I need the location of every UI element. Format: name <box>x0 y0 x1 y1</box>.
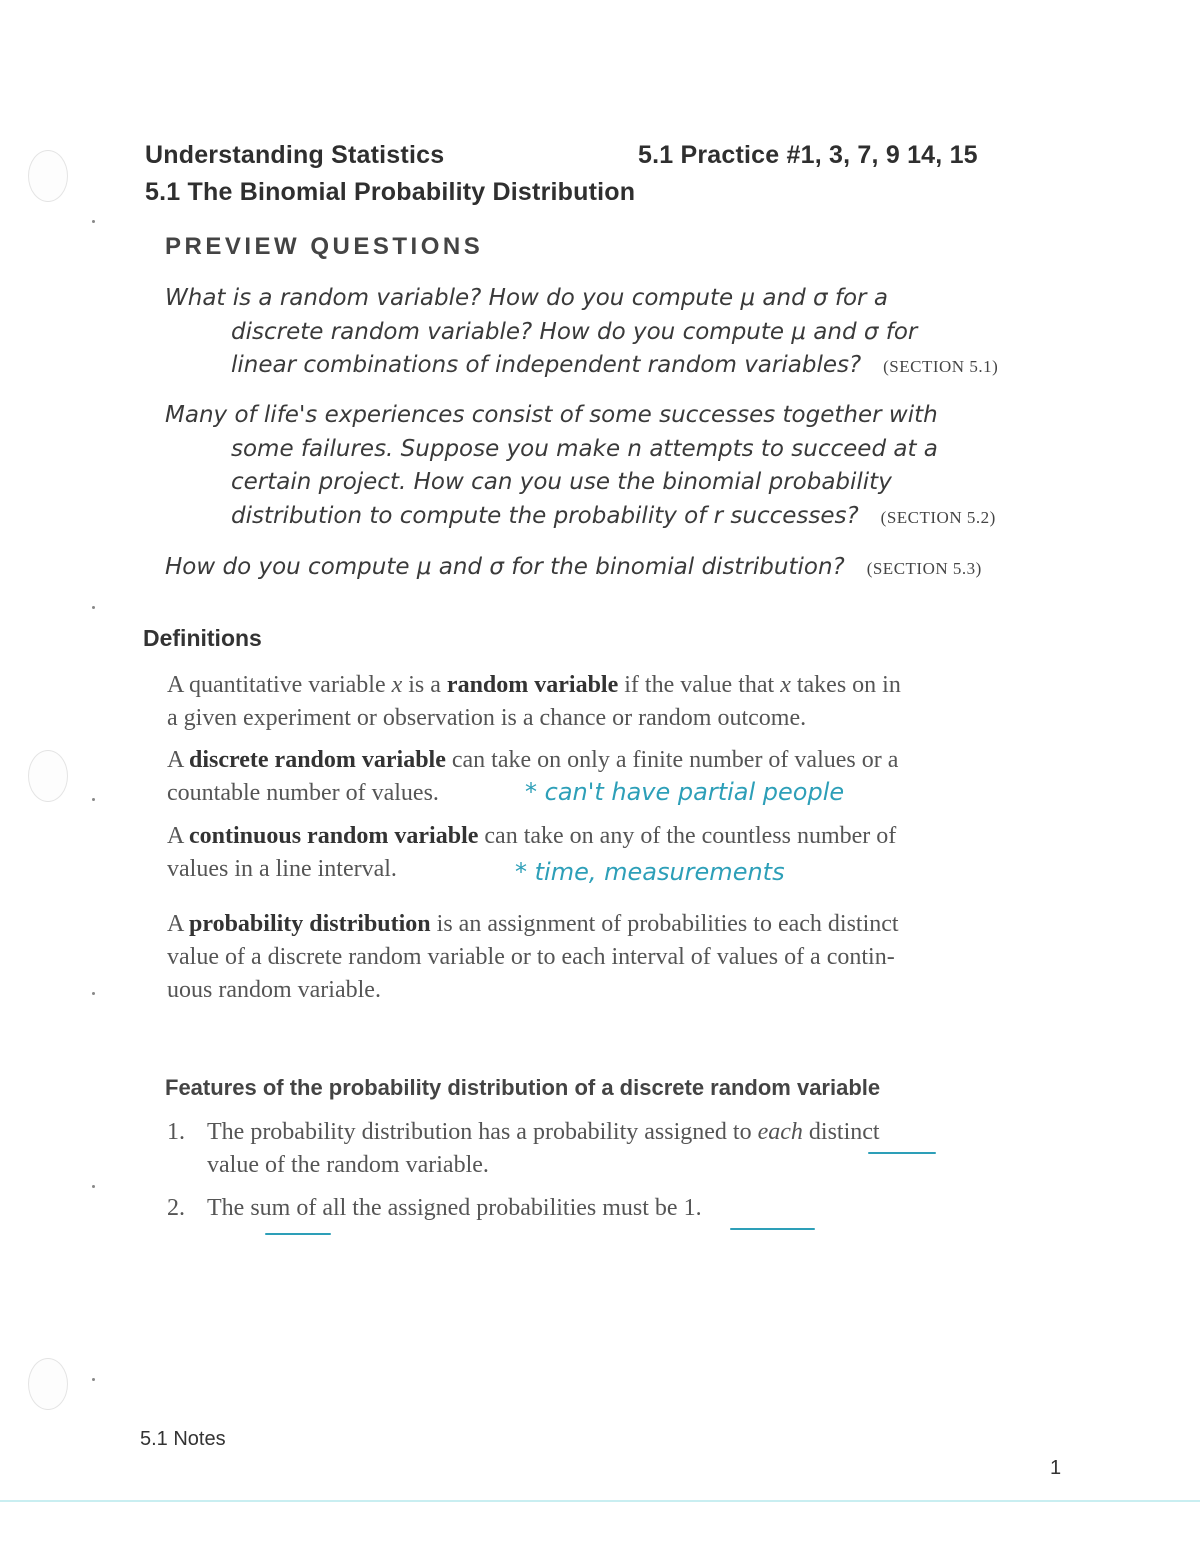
footer-notes-label: 5.1 Notes <box>140 1428 226 1450</box>
section-title: 5.1 The Binomial Probability Distribution <box>145 178 636 206</box>
binder-hole-middle <box>28 750 68 802</box>
definition-discrete: A discrete random variable can take on only a finite number of values or a countable number of values. <box>167 747 899 806</box>
preview-questions-heading: PREVIEW QUESTIONS <box>165 233 484 260</box>
pq2-line: distribution to compute the probability of r successes? (SECTION 5.2) <box>231 502 996 529</box>
binder-hole-bottom <box>28 1358 68 1410</box>
preview-question-1 <box>165 282 1065 384</box>
pq2-line: certain project. How can you use the binomial probability <box>231 469 892 495</box>
definition-random-variable: A quantitative variable x is a random variable if the value that x takes on in a given experiment or observation is a chance or random outcome. <box>167 672 901 731</box>
preview-question-3: How do you compute μ and σ for the binomial distribution? (SECTION 5.3) <box>165 554 982 580</box>
page-number: 1 <box>1050 1457 1062 1479</box>
feature-item-1: 1. The probability distribution has a probability assigned to each distinct value of the random variable. <box>167 1116 1067 1182</box>
features-heading: Features of the probability distribution of a discrete random variable <box>165 1075 881 1100</box>
practice-assignment: 5.1 Practice #1, 3, 7, 9 14, 15 <box>638 141 978 169</box>
scan-mark <box>92 220 95 223</box>
definitions-heading: Definitions <box>143 625 262 651</box>
handwritten-underline <box>265 1233 331 1235</box>
section-ref: (SECTION 5.1) <box>883 357 999 376</box>
course-title: Understanding Statistics <box>145 141 445 169</box>
bottom-rule <box>0 1500 1200 1502</box>
scan-mark <box>92 798 95 801</box>
handwritten-note-discrete: * can't have partial people <box>525 778 845 806</box>
section-ref: (SECTION 5.2) <box>880 507 996 527</box>
pq2-line: Many of life's experiences consist of some successes together with <box>165 402 938 428</box>
feature-item-2: 2. The sum of all the assigned probabilities must be 1. <box>167 1192 1067 1225</box>
pq1-line: linear combinations of independent random variables? (SECTION 5.1) <box>231 352 999 378</box>
preview-question-2 <box>165 399 1065 534</box>
binder-hole-top <box>28 150 68 202</box>
pq2-line: some failures. Suppose you make n attempts to succeed at a <box>231 435 938 462</box>
handwritten-underline <box>868 1152 936 1154</box>
section-ref: (SECTION 5.3) <box>866 559 982 578</box>
definition-continuous: A continuous random variable can take on any of the countless number of values in a line interval. <box>167 823 897 882</box>
feature-number: 1. <box>167 1119 185 1145</box>
pq1-line: What is a random variable? How do you compute μ and σ for a <box>165 285 888 311</box>
handwritten-note-continuous: * time, measurements <box>515 858 785 886</box>
scan-mark <box>92 1378 95 1381</box>
scan-mark <box>92 1185 95 1188</box>
definition-probability-distribution: A probability distribution is an assignment of probabilities to each distinct value of a discrete random variable or to each interval of values of a contin- uous random variable. <box>167 911 899 1003</box>
scan-mark <box>92 606 95 609</box>
feature-number: 2. <box>167 1195 185 1221</box>
scan-mark <box>92 992 95 995</box>
handwritten-underline <box>730 1228 815 1230</box>
pq1-line: discrete random variable? How do you compute μ and σ for <box>231 318 918 345</box>
